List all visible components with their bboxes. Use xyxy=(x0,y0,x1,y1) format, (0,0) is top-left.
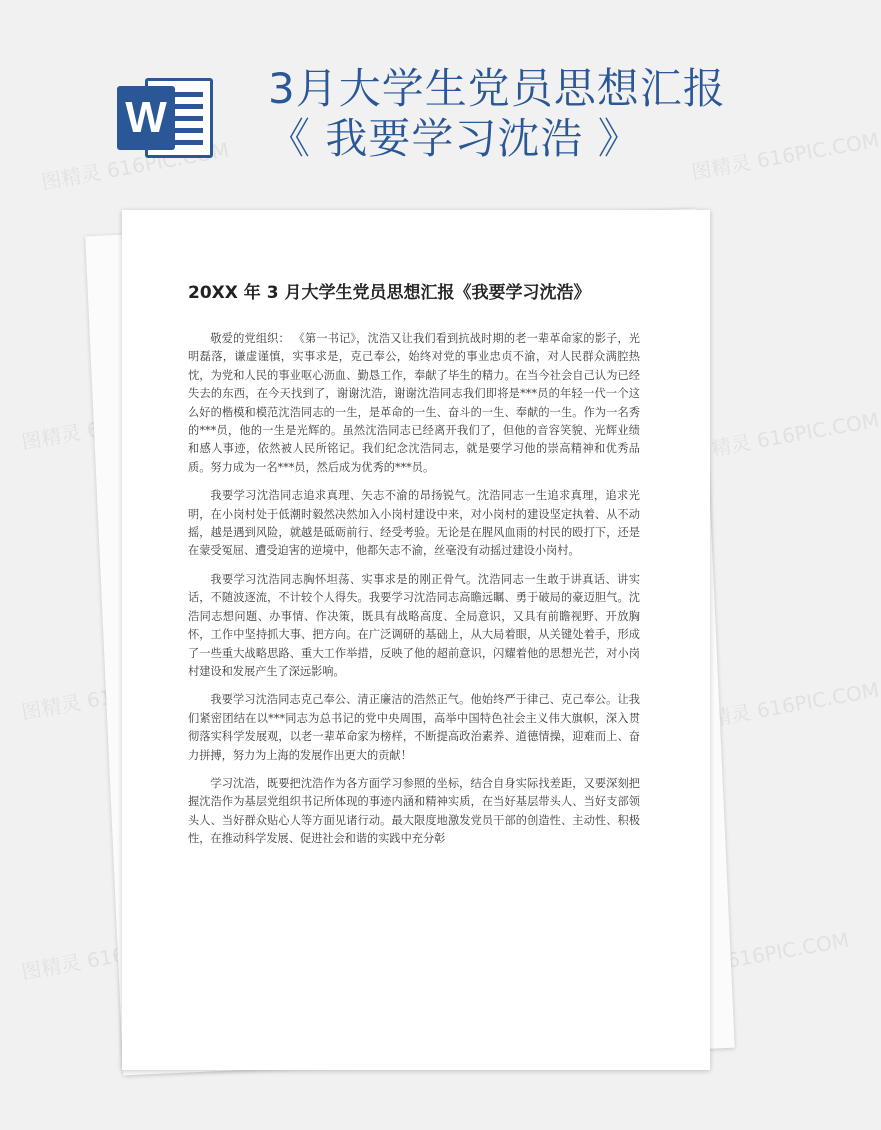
word-letter: W xyxy=(117,86,175,150)
paragraph: 我要学习沈浩同志克己奉公、清正廉洁的浩然正气。他始终严于律己、克己奉公。让我们紧密团结在以***同志为总书记的党中央周围，高举中国特色社会主义伟大旗帜，深入贯彻落实科学发展观，以老一辈革命家为榜样，不断提高政治素养、道德情操，迎难而上、奋力拼搏，努力为上海的发展作出更大的贡献！ xyxy=(188,693,640,762)
watermark: 图精灵 616PIC.COM xyxy=(39,137,231,195)
word-icon xyxy=(117,78,213,158)
paragraph: 敬爱的党组织： 《第一书记》，沈浩又让我们看到抗战时期的老一辈革命家的影子，光明磊落，谦虚谨慎，实事求是，克己奉公，始终对党的事业忠贞不渝，对人民群众满腔热忱，为党和人民的事业呕心沥血、勤恳工作，奉献了毕生的精力。在当今社会自己认为已经失去的东西，在今天找到了，谢谢沈浩，谢谢沈浩同志我们即将是***员的年轻一代一个这么好的楷模和模范沈浩同志的一生，是革命的一生、奋斗的一生、奉献的一生。作为一名秀的***员，他的一生是光辉的。虽然沈浩同志已经离开我们了，但他的音容笑貌、光辉业绩和感人事迹，依然被人民所铭记。我们纪念沈浩同志，就是要学习他的崇高精神和优秀品质。努力成为一名***员，然后成为优秀的***员。 xyxy=(188,332,640,474)
watermark: 图精灵 616PIC.COM xyxy=(19,927,211,985)
watermark: 图精灵 xyxy=(19,420,83,455)
document-content xyxy=(188,280,640,859)
watermark: 图精灵 616PIC.COM xyxy=(689,407,881,465)
watermark: 图精灵 616PIC.COM xyxy=(689,127,881,185)
paragraph: 我要学习沈浩同志胸怀坦荡、实事求是的刚正骨气。沈浩同志一生敢于讲真话、讲实话，不随波逐流，不计较个人得失。我要学习沈浩同志高瞻远瞩、勇于破局的豪迈胆气。沈浩同志想问题、办事情、作决策，既具有战略高度、全局意识，又具有前瞻视野、开放胸怀，工作中坚持抓大事、把方向。在广泛调研的基础上，从大局着眼，从关键处着手，形成了一些重大战略思路、重大工作举措，反映了他的超前意识，闪耀着他的思想光芒，对小岗村建设和发展产生了深远影响。 xyxy=(188,572,640,678)
paragraph: 我要学习沈浩同志追求真理、矢志不渝的昂扬锐气。沈浩同志一生追求真理，追求光明，在小岗村处于低潮时毅然决然加入小岗村建设中来，对小岗村的建设坚定执着、从不动摇，越是遇到风险，就越是砥砺前行、经受考验。无论是在腥风血雨的村民的殴打下，还是在蒙受冤屈、遭受迫害的逆境中，他都矢志不渝，丝毫没有动摇过建设小岗村。 xyxy=(188,489,640,558)
document-heading: 20XX 年 3 月大学生党员思想汇报《我要学习沈浩》 xyxy=(188,283,591,303)
document-page xyxy=(122,210,710,1070)
paragraph: 学习沈浩，既要把沈浩作为各方面学习参照的坐标，结合自身实际找差距，又要深刻把握沈浩作为基层党组织书记所体现的事迹内涵和精神实质，在当好基层带头人、当好支部领头人、当好群众贴心人等方面见诸行动。最大限度地激发党员干部的创造性、主动性、积极性，在推动科学发展、促进社会和谐的实践中充分彰 xyxy=(188,776,640,846)
watermark: 图精灵 xyxy=(19,690,83,725)
page-title: 3月大学生党员思想汇报《 我要学习沈浩 》 xyxy=(268,64,726,163)
watermark: 图精灵 616PIC.COM xyxy=(689,677,881,735)
watermark: 图精灵 616PIC.COM xyxy=(659,927,851,985)
